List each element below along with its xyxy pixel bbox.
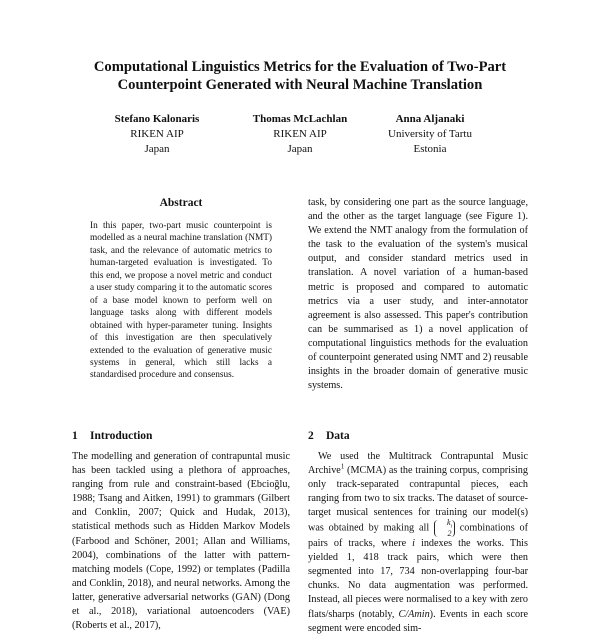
author-3 — [345, 112, 515, 157]
author-affiliation: RIKEN AIP — [130, 128, 184, 140]
data-text-part: (MCMA) as the training corpus, comprising only track-separated contrapuntal pieces, each ranging from two to six tracks. The dataset of source-target musical sentences for training our model(s) was obtained by making all — [308, 465, 528, 535]
abstract-text: In this paper, two-part music counterpoint is modelled as a neural machine translation (NMT) task, and the relevance of automatic metrics to human-targeted evaluation is investigated. To this end, we propose a novel metric and conduct a user study comparing it to the automatic scores of a base model known to perform well on language tasks along with different models obtained with hyper-parameter tuning. Insights of this investigation are then speculatively extended to the evaluation of generative music systems in general, which still lacks a standardised procedure and consensus. — [90, 221, 272, 381]
data-text-part: We used the Multitrack Contrapuntal Music Archive — [308, 451, 528, 477]
author-affiliation: University of Tartu — [388, 128, 472, 140]
binom-sub: i — [450, 525, 452, 531]
data-paragraph — [308, 450, 528, 636]
section-title: Data — [326, 430, 350, 442]
section-number: 1 — [72, 430, 78, 442]
author-block — [0, 112, 600, 162]
footnote-mark[interactable]: 1 — [340, 462, 345, 471]
data-variable: i — [412, 538, 415, 550]
abstract-heading: Abstract — [159, 197, 203, 209]
author-name: Thomas McLachlan — [252, 113, 348, 125]
author-name: Anna Aljanaki — [395, 113, 465, 125]
data-text-part: combinations of pairs of tracks, where — [308, 523, 528, 550]
section-heading-data — [308, 429, 528, 443]
intro-continuation-paragraph: task, by considering one part as the source language, and the other as the target language (see Figure 1). We extend the NMT analogy from the formulation of the task to the evaluation of the system's musical output, and consider standard metrics used in translation. A novel variation of a human-based metric is proposed and compared to automatic metrics via a user study, and inter-annotator agreement is also assessed. This paper's contribution can be summarised as 1) a novel application of computational linguistics methods for the evaluation of counterpoint generated using NMT and 2) reusable insights in the broader domain of generative music systems. — [308, 197, 528, 392]
author-location: Japan — [144, 143, 170, 155]
author-name: Stefano Kalonaris — [114, 113, 200, 125]
author-location: Estonia — [413, 143, 447, 155]
author-affiliation: RIKEN AIP — [273, 128, 327, 140]
author-location: Japan — [287, 143, 313, 155]
section-number: 2 — [308, 430, 314, 442]
data-text-part: ). Events in each score segment were encoded sim- — [308, 608, 528, 634]
section-heading-introduction — [72, 429, 290, 443]
data-text-part: indexes the works. This yielded 1, 418 track pairs, which were then segmented into 17, 734 non-overlapping four-bar chunks. No data augmentation was performed. Instead, all pieces were normalised to a key with zero flats/sharps (notably, — [308, 538, 528, 620]
paper-title: Computational Linguistics Metrics for the Evaluation of Two-Part Counterpoint Generated with Neural Machine Translation — [93, 59, 507, 93]
binom-top: k — [447, 518, 451, 528]
left-column — [72, 196, 290, 632]
binomial-coefficient — [434, 520, 455, 537]
introduction-paragraph: The modelling and generation of contrapuntal music has been tackled using a plethora of approaches, ranging from rule and constraint-based (Ebcioğlu, 1988; Tsang and Aitken, 1991) to grammars (Gilbert and Conklin, 2007; Quick and Hudak, 2013), statistical methods such as Hidden Markov Models (Farbood and Schöner, 2001; Allan and Williams, 2004), combinations of the latter with pattern-matching models (Cope, 1992) or templates (Padilla and Conklin, 2018), and neural networks. Among the latter, generative adversarial networks (GAN) (Dong et al., 2018), variational autoencoders (VAE) (Roberts et al., 2017), — [72, 451, 290, 632]
section-title: Introduction — [90, 430, 153, 442]
data-key: C/Amin — [398, 608, 430, 620]
binom-bottom: 2 — [447, 529, 452, 539]
